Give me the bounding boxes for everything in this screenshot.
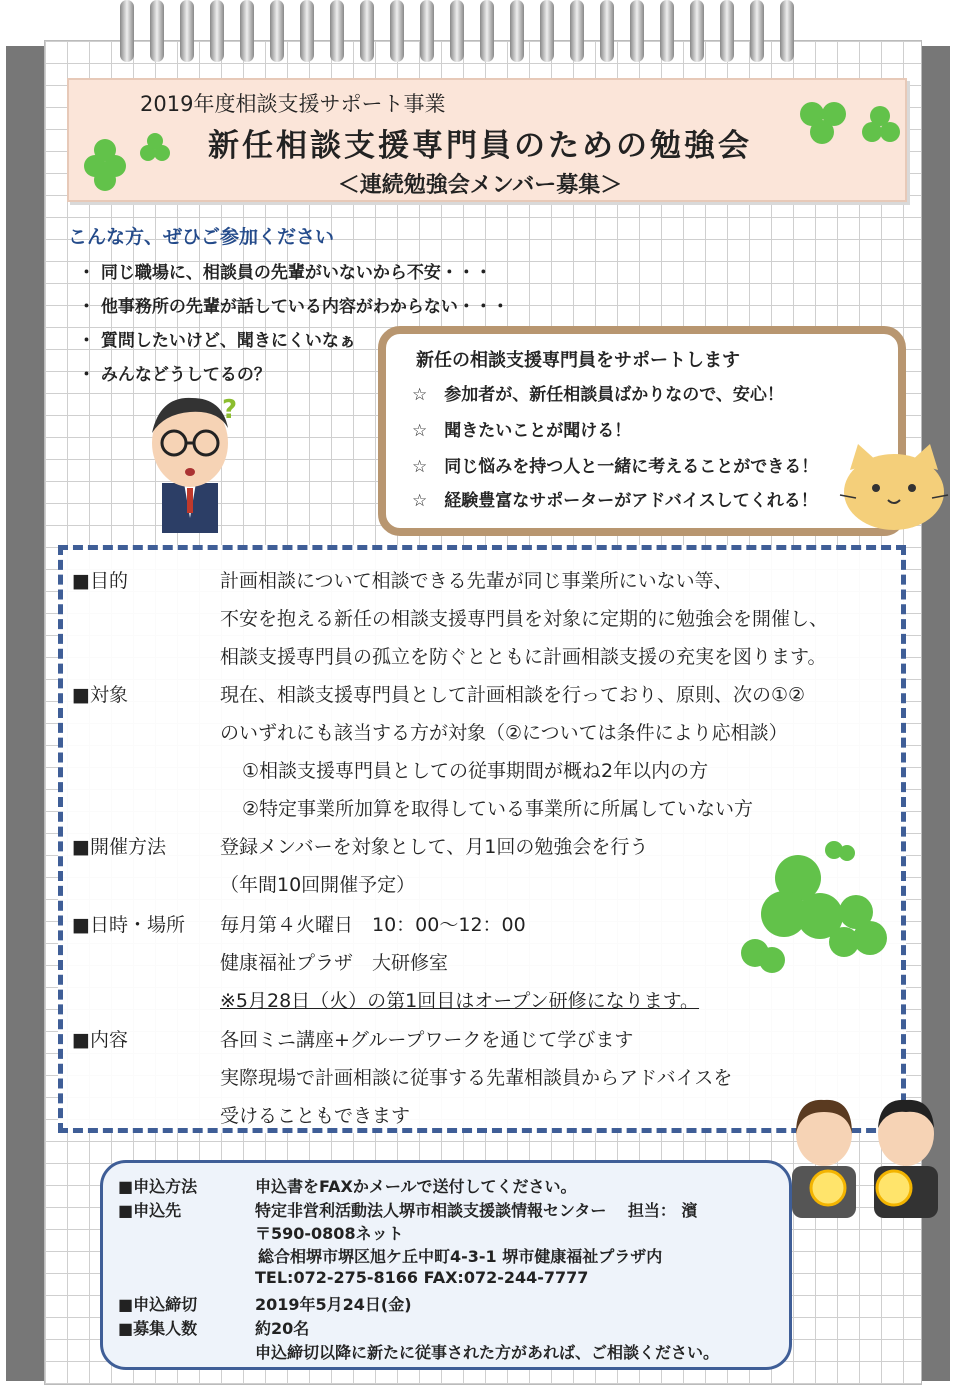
cat-icon [836,440,952,536]
purpose-label: ■目的 [72,570,128,592]
content-text: 受けることもできます [220,1105,411,1127]
support-item: ☆ 聞きたいことが聞ける！ [412,421,632,441]
support-heading: 新任の相談支援専門員をサポートします [416,350,740,371]
app-capacity-label: ■募集人数 [118,1319,198,1338]
app-dest-text: TEL:072-275-8166 FAX:072-244-7777 [255,1268,589,1287]
invite-item: ・ 同じ職場に、相談員の先輩がいないから不安・・・ [78,263,492,283]
app-dest-text: 〒590-0808ネット [255,1224,404,1243]
notebook-rings [110,0,810,70]
content-text: 各回ミニ講座+グループワークを通じて学びます [220,1029,634,1051]
target-text: のいずれにも該当する方が対象（②については条件により応相談） [220,722,788,744]
app-note: 申込締切以降に新たに従事された方があれば、ご相談ください。 [255,1343,720,1362]
datetime-text: 毎月第４火曜日 10：00～12：00 [220,914,526,936]
support-item: ☆ 同じ悩みを持つ人と一緒に考えることができる！ [412,457,819,477]
method-text: 登録メンバーを対象として、月1回の勉強会を行う [220,836,649,858]
supporters-icon [782,1088,948,1218]
invite-item: ・ みんなどうしてるの？ [78,365,271,385]
recruit-subtitle: ＜連続勉強会メンバー募集＞ [337,173,623,198]
app-dest-text: 特定非営利活動法人堺市相談支援談情報センター 担当： 濱 [255,1201,698,1220]
year-line: 2019年度相談支援サポート事業 [140,92,446,116]
app-dest-text: 総合相堺市堺区旭ケ丘中町4-3-1 堺市健康福祉プラザ内 [258,1247,663,1266]
thinking-man-icon [130,388,250,533]
app-dest-label: ■申込先 [118,1201,182,1220]
app-method-text: 申込書をFAXかメールで送付してください。 [255,1177,577,1196]
support-item: ☆ 経験豊富なサポーターがアドバイスしてくれる！ [412,491,818,511]
purpose-text: 計画相談について相談できる先輩が同じ事業所にいない等、 [220,570,733,592]
method-label: ■開催方法 [72,836,166,858]
target-text: 現在、相談支援専門員として計画相談を行っており、原則、次の①② [220,684,806,706]
target-label: ■対象 [72,684,128,706]
app-deadline-label: ■申込締切 [118,1295,198,1314]
content-text: 実際現場で計画相談に従事する先輩相談員からアドバイスを [220,1067,733,1089]
clover-icon [735,835,895,980]
target-text: ②特定事業所加算を取得している事業所に所属していない方 [242,798,754,820]
invite-item: ・ 他事務所の先輩が話している内容がわからない・・・ [78,297,509,317]
content-label: ■内容 [72,1029,128,1051]
target-text: ①相談支援専門員としての従事期間が概ね2年以内の方 [242,760,709,782]
app-deadline-text: 2019年5月24日(金) [255,1295,412,1314]
datetime-label: ■日時・場所 [72,914,185,936]
datetime-text: 健康福祉プラザ 大研修室 [220,952,449,974]
app-capacity-text: 約20名 [255,1319,310,1338]
purpose-text: 相談支援専門員の孤立を防ぐとともに計画相談支援の充実を図ります。 [220,646,827,668]
method-text: （年間10回開催予定） [220,874,416,896]
support-item: ☆ 参加者が、新任相談員ばかりなので、安心！ [412,385,784,405]
datetime-note: ※5月28日（火）の第1回目はオープン研修になります。 [220,990,700,1012]
purpose-text: 不安を抱える新任の相談支援専門員を対象に定期的に勉強会を開催し、 [220,608,829,630]
invite-item: ・ 質問したいけど、聞きにくいなぁ [78,331,356,351]
invite-heading: こんな方、ぜひご参加ください [68,226,335,248]
svg-text:?: ? [222,395,238,425]
page-title: 新任相談支援専門員のための勉強会 [208,128,752,164]
app-method-label: ■申込方法 [118,1177,198,1196]
